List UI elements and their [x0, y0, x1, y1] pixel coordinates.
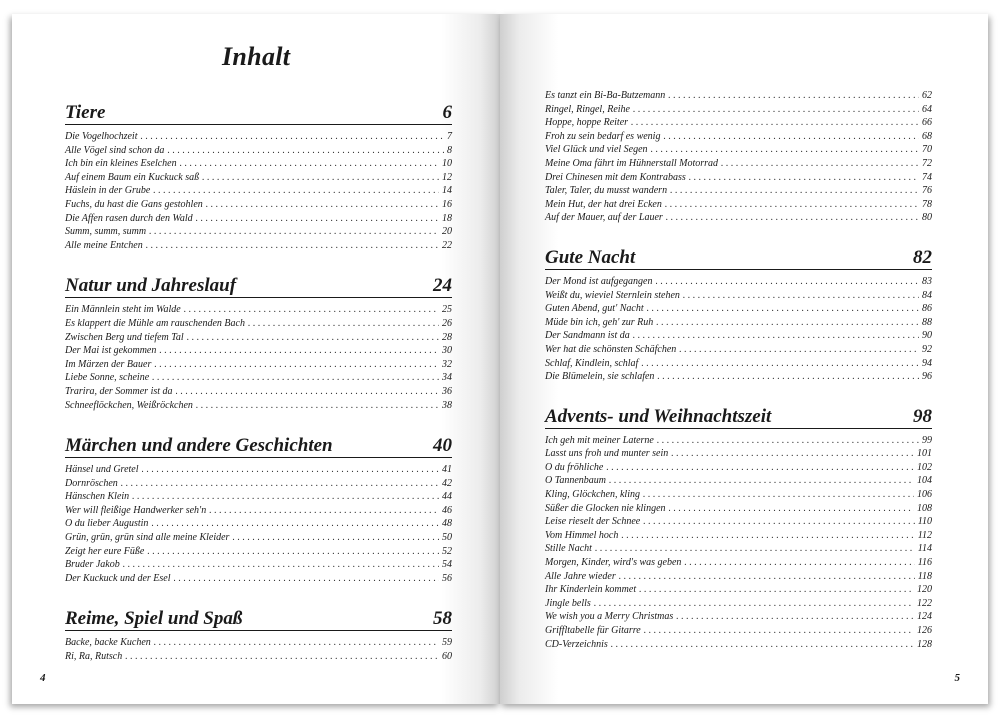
entry-page-number: 50: [442, 532, 452, 544]
entry-title: Schneeflöckchen, Weißröckchen: [65, 399, 193, 411]
entry-title: Viel Glück und viel Segen: [545, 144, 648, 156]
entry-page-number: 84: [922, 289, 932, 301]
entry-title: Froh zu sein bedarf es wenig: [545, 130, 661, 142]
leader-dots: [643, 488, 914, 502]
section-page-number: 82: [913, 246, 932, 268]
section-title: Tiere: [65, 102, 106, 123]
entry-title: Kling, Glöckchen, kling: [545, 489, 640, 501]
toc-entry: [65, 144, 452, 158]
toc-entry: [545, 184, 932, 198]
section-title: Gute Nacht: [545, 246, 636, 268]
entry-page-number: 62: [922, 90, 932, 101]
leader-dots: [147, 545, 439, 559]
section-page-number: 58: [433, 608, 452, 630]
entry-title: Die Blümelein, sie schlafen: [545, 371, 655, 383]
toc-entry: [65, 358, 452, 372]
toc-entry: [545, 529, 932, 543]
entry-title: Lasst uns froh und munter sein: [545, 448, 669, 460]
entry-title: Der Mond ist aufgegangen: [545, 275, 653, 287]
page-number-left: 4: [40, 672, 46, 684]
entry-page-number: 28: [442, 331, 452, 343]
entry-title: Weißt du, wieviel Sternlein stehen: [545, 289, 680, 301]
entry-page-number: 34: [442, 372, 452, 384]
toc-entry: [545, 211, 932, 225]
entry-page-number: 124: [917, 611, 932, 623]
entry-title: Müde bin ich, geh' zur Ruh: [545, 316, 654, 328]
left-toc-column: [65, 102, 452, 664]
entry-page-number: 54: [442, 559, 452, 571]
entry-page-number: 16: [442, 198, 452, 210]
leader-dots: [683, 289, 919, 303]
leader-dots: [151, 517, 439, 531]
section-page-number: 98: [913, 405, 932, 427]
toc-section: [65, 102, 452, 275]
leader-dots: [132, 490, 439, 504]
toc-entry: [65, 531, 452, 545]
leader-dots: [666, 211, 919, 225]
toc-entry: [545, 370, 932, 384]
toc-section: [65, 435, 452, 608]
entry-page-number: 116: [917, 557, 932, 569]
leader-dots: [651, 143, 919, 157]
toc-entry: [65, 225, 452, 239]
leader-dots: [196, 399, 439, 413]
leader-dots: [159, 344, 439, 358]
leader-dots: [633, 103, 919, 117]
entry-title: Stille Nacht: [545, 543, 592, 555]
entry-page-number: 78: [922, 198, 932, 210]
toc-entry: [545, 343, 932, 357]
leader-dots: [676, 610, 914, 624]
toc-entry: [545, 116, 932, 130]
entry-page-number: 41: [442, 464, 452, 476]
entry-title: Fuchs, du hast die Gans gestohlen: [65, 198, 203, 210]
entry-page-number: 99: [922, 434, 932, 446]
section-title: Reime, Spiel und Spaß: [65, 608, 243, 630]
entry-page-number: 96: [922, 371, 932, 383]
entry-page-number: 74: [922, 171, 932, 183]
section-heading: [65, 608, 452, 631]
entry-page-number: 70: [922, 144, 932, 156]
entry-list: [545, 434, 932, 652]
leader-dots: [174, 572, 439, 586]
entry-list: [545, 89, 932, 225]
entry-title: Trarira, der Sommer ist da: [65, 385, 173, 397]
toc-entry: [545, 461, 932, 475]
entry-title: Bruder Jakob: [65, 559, 120, 571]
toc-entry: [65, 650, 452, 664]
entry-page-number: 36: [442, 385, 452, 397]
section-gap: [545, 384, 932, 406]
entry-title: Der Kuckuck und der Esel: [65, 572, 171, 584]
entry-list: [545, 275, 932, 384]
toc-entry: [65, 545, 452, 559]
leader-dots: [202, 171, 439, 185]
leader-dots: [647, 302, 919, 316]
leader-dots: [689, 171, 919, 185]
entry-title: CD-Verzeichnis: [545, 638, 608, 650]
entry-page-number: 56: [442, 572, 452, 584]
entry-title: Die Affen rasen durch den Wald: [65, 212, 193, 224]
entry-title: Ein Männlein steht im Walde: [65, 304, 181, 316]
leader-dots: [619, 570, 915, 584]
entry-page-number: 7: [447, 131, 452, 142]
toc-entry: [65, 198, 452, 212]
leader-dots: [184, 303, 439, 317]
leader-dots: [176, 385, 439, 399]
entry-title: Der Mai ist gekommen: [65, 345, 157, 357]
entry-title: Häslein in der Grube: [65, 185, 151, 197]
entry-title: Morgen, Kinder, wird's was geben: [545, 557, 682, 569]
entry-page-number: 26: [442, 317, 452, 329]
entry-title: Guten Abend, gut' Nacht: [545, 303, 644, 315]
leader-dots: [633, 329, 919, 343]
leader-dots: [656, 275, 920, 289]
entry-title: Taler, Taler, du musst wandern: [545, 185, 668, 197]
toc-entry: [65, 171, 452, 185]
page-number-right: 5: [954, 672, 960, 684]
toc-entry: [545, 103, 932, 117]
toc-entry: [545, 357, 932, 371]
entry-title: Drei Chinesen mit dem Kontrabass: [545, 171, 686, 183]
entry-title: Süßer die Glocken nie klingen: [545, 502, 666, 514]
entry-title: Dornröschen: [65, 477, 118, 489]
leader-dots: [611, 638, 914, 652]
entry-page-number: 42: [442, 477, 452, 489]
leader-dots: [167, 144, 444, 158]
entry-title: Ri, Ra, Rutsch: [65, 651, 123, 663]
entry-page-number: 112: [917, 529, 932, 541]
toc-entry: [65, 303, 452, 317]
leader-dots: [721, 157, 919, 171]
entry-title: Zwischen Berg und tiefem Tal: [65, 331, 184, 343]
toc-entry: [545, 302, 932, 316]
leader-dots: [154, 358, 439, 372]
toc-entry: [545, 171, 932, 185]
toc-entry: [65, 317, 452, 331]
toc-entry: [65, 184, 452, 198]
entry-title: O du lieber Augustin: [65, 518, 149, 530]
leader-dots: [679, 343, 919, 357]
entry-page-number: 20: [442, 226, 452, 238]
entry-page-number: 101: [917, 448, 932, 460]
toc-entry: [65, 130, 452, 144]
entry-title: Griffltabelle für Gitarre: [545, 625, 641, 636]
toc-entry: [65, 331, 452, 345]
section-heading: [65, 275, 452, 298]
toc-entry: [65, 399, 452, 413]
toc-entry: [65, 463, 452, 477]
toc-entry: [545, 597, 932, 611]
toc-entry: [65, 239, 452, 253]
toc-entry: [545, 542, 932, 556]
leader-dots: [595, 542, 915, 556]
entry-title: Vom Himmel hoch: [545, 529, 619, 541]
leader-dots: [146, 239, 439, 253]
leader-dots: [657, 370, 919, 384]
toc-entry: [545, 289, 932, 303]
leader-dots: [641, 357, 919, 371]
toc-entry: [545, 316, 932, 330]
toc-section: [65, 608, 452, 663]
entry-title: Backe, backe Kuchen: [65, 637, 151, 649]
entry-page-number: 120: [917, 584, 932, 596]
entry-page-number: 92: [922, 343, 932, 355]
toc-entry: [65, 157, 452, 171]
leader-dots: [631, 116, 919, 130]
entry-title: O Tannenbaum: [545, 475, 607, 487]
entry-page-number: 38: [442, 399, 452, 411]
entry-page-number: 60: [442, 651, 452, 663]
entry-page-number: 48: [442, 518, 452, 530]
entry-title: Zeigt her eure Füße: [65, 545, 145, 557]
entry-page-number: 86: [922, 303, 932, 315]
toc-entry: [65, 490, 452, 504]
toc-entry: [65, 572, 452, 586]
entry-page-number: 18: [442, 212, 452, 224]
section-gap: [545, 225, 932, 247]
leader-dots: [125, 650, 439, 664]
entry-title: Jingle bells: [545, 597, 591, 609]
entry-page-number: 80: [922, 212, 932, 224]
entry-title: Wer hat die schönsten Schäfchen: [545, 343, 677, 355]
toc-entry: [545, 434, 932, 448]
toc-entry: [65, 477, 452, 491]
toc-entry: [545, 447, 932, 461]
section-heading: [545, 406, 932, 429]
section-page-number: 6: [442, 102, 452, 123]
entry-title: Schlaf, Kindlein, schlaf: [545, 357, 639, 369]
leader-dots: [621, 529, 914, 543]
entry-list: [65, 130, 452, 252]
entry-title: Auf einem Baum ein Kuckuck saß: [65, 171, 200, 183]
entry-page-number: 122: [917, 597, 932, 609]
leader-dots: [594, 597, 914, 611]
entry-title: Ich bin ein kleines Eselchen: [65, 158, 177, 170]
entry-page-number: 108: [917, 502, 932, 514]
section-title: Märchen und andere Geschichten: [65, 435, 333, 457]
toc-entry: [545, 570, 932, 584]
leader-dots: [154, 636, 439, 650]
leader-dots: [196, 212, 439, 226]
entry-list: [65, 463, 452, 585]
leader-dots: [206, 198, 439, 212]
toc-entry: [545, 583, 932, 597]
leader-dots: [606, 461, 914, 475]
toc-entry: [545, 515, 932, 529]
leader-dots: [123, 558, 439, 572]
toc-section: [65, 275, 452, 435]
entry-page-number: 126: [917, 625, 932, 636]
entry-title: Hänschen Klein: [65, 491, 130, 503]
leader-dots: [669, 502, 914, 516]
entry-page-number: 44: [442, 491, 452, 503]
leader-dots: [152, 371, 439, 385]
entry-page-number: 94: [922, 357, 932, 369]
entry-list: [65, 636, 452, 663]
entry-page-number: 114: [917, 543, 932, 555]
toc-entry: [65, 636, 452, 650]
leader-dots: [209, 504, 439, 518]
entry-title: Mein Hut, der hat drei Ecken: [545, 198, 662, 210]
toc-entry: [65, 504, 452, 518]
right-toc-column: [545, 89, 932, 651]
leader-dots: [180, 157, 439, 171]
entry-page-number: 106: [917, 489, 932, 501]
entry-page-number: 8: [447, 144, 452, 156]
toc-entry: [65, 385, 452, 399]
section-heading: [545, 247, 932, 270]
entry-title: Der Sandmann ist da: [545, 330, 630, 342]
entry-title: Die Vogelhochzeit: [65, 131, 138, 142]
section-gap: [65, 252, 452, 275]
leader-dots: [644, 624, 914, 638]
leader-dots: [670, 184, 919, 198]
toc-entry: [545, 198, 932, 212]
entry-page-number: 30: [442, 345, 452, 357]
leader-dots: [671, 447, 914, 461]
leader-dots: [663, 130, 919, 144]
entry-page-number: 59: [442, 637, 452, 649]
section-gap: [65, 585, 452, 608]
entry-title: Hänsel und Gretel: [65, 464, 139, 476]
entry-page-number: 90: [922, 330, 932, 342]
entry-page-number: 76: [922, 185, 932, 197]
entry-title: We wish you a Merry Christmas: [545, 611, 674, 623]
entry-list: [65, 303, 452, 412]
leader-dots: [142, 463, 439, 477]
leader-dots: [684, 556, 914, 570]
leader-dots: [153, 184, 439, 198]
entry-page-number: 14: [442, 185, 452, 197]
toc-section: [545, 406, 932, 652]
toc-entry: [545, 638, 932, 652]
section-title: Advents- und Weihnachtszeit: [545, 405, 772, 427]
entry-title: Ich geh mit meiner Laterne: [545, 434, 654, 446]
leader-dots: [665, 198, 919, 212]
toc-entry: [545, 556, 932, 570]
entry-title: Leise rieselt der Schnee: [545, 516, 641, 528]
toc-entry: [545, 488, 932, 502]
entry-page-number: 88: [922, 316, 932, 328]
section-title: Natur und Jahreslauf: [65, 275, 237, 297]
entry-title: Alle meine Entchen: [65, 239, 143, 251]
leader-dots: [187, 331, 439, 345]
entry-title: Meine Oma fährt im Hühnerstall Motorrad: [545, 157, 719, 169]
right-page: [500, 14, 988, 704]
entry-page-number: 104: [917, 475, 932, 487]
entry-page-number: 52: [442, 545, 452, 557]
entry-title: Hoppe, hoppe Reiter: [545, 117, 629, 129]
entry-title: Im Märzen der Bauer: [65, 358, 152, 370]
toc-entry: [545, 610, 932, 624]
section-heading: [65, 102, 452, 125]
leader-dots: [668, 89, 919, 103]
toc-entry: [65, 517, 452, 531]
entry-page-number: 128: [917, 638, 932, 650]
entry-page-number: 12: [442, 171, 452, 183]
leader-dots: [609, 474, 914, 488]
entry-page-number: 83: [922, 275, 932, 287]
entry-title: Summ, summ, summ: [65, 226, 147, 238]
toc-entry: [65, 212, 452, 226]
toc-entry: [545, 474, 932, 488]
entry-page-number: 46: [442, 504, 452, 516]
entry-page-number: 118: [917, 570, 932, 582]
section-page-number: 24: [433, 275, 452, 297]
toc-entry: [65, 558, 452, 572]
leader-dots: [149, 225, 439, 239]
toc-entry: [545, 624, 932, 638]
entry-title: Es tanzt ein Bi-Ba-Butzemann: [545, 90, 666, 101]
toc-entry: [545, 130, 932, 144]
entry-title: Grün, grün, grün sind alle meine Kleider: [65, 532, 230, 544]
entry-page-number: 32: [442, 358, 452, 370]
entry-page-number: 64: [922, 103, 932, 115]
leader-dots: [657, 434, 919, 448]
section-page-number: 40: [433, 435, 452, 457]
toc-entry: [545, 502, 932, 516]
leader-dots: [232, 531, 439, 545]
entry-title: Liebe Sonne, scheine: [65, 372, 150, 384]
section-gap: [65, 412, 452, 435]
toc-entry: [545, 157, 932, 171]
toc-entry: [65, 344, 452, 358]
leader-dots: [121, 477, 439, 491]
section-heading: [65, 435, 452, 458]
entry-title: O du fröhliche: [545, 461, 604, 473]
toc-entry: [545, 329, 932, 343]
toc-entry: [545, 275, 932, 289]
entry-page-number: 66: [922, 117, 932, 129]
toc-entry: [545, 143, 932, 157]
entry-title: Alle Vögel sind schon da: [65, 144, 165, 156]
entry-title: Es klappert die Mühle am rauschenden Bach: [65, 317, 245, 329]
entry-page-number: 25: [442, 304, 452, 316]
entry-page-number: 10: [442, 158, 452, 170]
leader-dots: [248, 317, 439, 331]
entry-title: Ihr Kinderlein kommet: [545, 584, 637, 596]
leader-dots: [643, 515, 914, 529]
entry-page-number: 72: [922, 157, 932, 169]
entry-title: Wer will fleißige Handwerker seh'n: [65, 504, 207, 516]
page-title: Inhalt: [222, 42, 291, 71]
entry-title: Auf der Mauer, auf der Lauer: [545, 212, 663, 224]
left-page: [12, 14, 500, 704]
entry-page-number: 68: [922, 130, 932, 142]
leader-dots: [140, 130, 444, 144]
entry-page-number: 22: [442, 239, 452, 251]
toc-entry: [545, 89, 932, 103]
entry-page-number: 102: [917, 461, 932, 473]
entry-title: Ringel, Ringel, Reihe: [545, 103, 630, 115]
entry-page-number: 110: [917, 516, 932, 528]
leader-dots: [656, 316, 919, 330]
toc-entry: [65, 371, 452, 385]
toc-section: [545, 247, 932, 406]
leader-dots: [639, 583, 914, 597]
entry-title: Alle Jahre wieder: [545, 570, 616, 582]
